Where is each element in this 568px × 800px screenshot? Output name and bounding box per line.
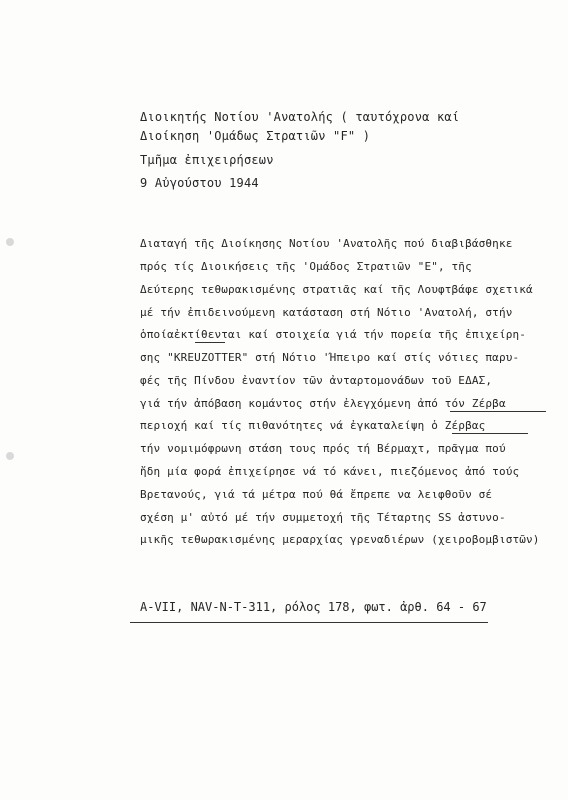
body-line: ἤδη μία φορά ἐπιχείρησε νά τό κάνει, πιεζόμενος ἀπό τούς — [140, 465, 520, 478]
header-date: 9 Αὐγούστου 1944 — [140, 176, 259, 190]
punch-hole-mark — [6, 238, 14, 246]
body-line: Διαταγή τῆς Διοίκησης Νοτίου 'Ανατολῆς πού διαβιβάσθηκε — [140, 237, 513, 250]
header-line-2: Διοίκηση 'Ομάδως Στρατιῶν "F" ) — [140, 129, 371, 143]
body-line: τήν νομιμόφρωνη στάση τους πρός τή Βέρμαχτ, πρᾶγμα πού — [140, 442, 506, 455]
handwritten-underline — [452, 433, 528, 434]
body-line: γιά τήν ἀπόβαση κομάντος στήν ἐλεγχόμενη ἀπό τόν Ζέρβα — [140, 397, 506, 410]
archive-reference: A-VII, NAV-N-T-311, ρόλος 178, φωτ. ἀρθ. 64 - 67 — [140, 600, 487, 614]
body-line: σχέση μ' αὐτό μέ τήν συμμετοχή τῆς Τέταρτης SS ἀστυνο- — [140, 511, 506, 524]
body-line: Βρετανούς, γιά τά μέτρα πού θά ἔπρεπε να λειφθοῦν σέ — [140, 488, 493, 501]
header-department: Τμῆμα ἐπιχειρήσεων — [140, 153, 274, 167]
body-line: Δεύτερης τεθωρακισμένης στρατιᾶς καί τῆς Λουφτβάφε σχετικά — [140, 283, 533, 296]
handwritten-underline — [450, 411, 546, 412]
header-line-1: Διοικητής Νοτίου 'Ανατολής ( ταυτόχρονα καί — [140, 110, 460, 124]
reference-underline — [130, 622, 488, 623]
body-line: ὁποίαἐκτίθενται καί στοιχεία γιά τήν πορεία τῆς ἐπιχείρη- — [140, 328, 527, 341]
body-line: μικῆς τεθωρακισμένης μεραρχίας γρεναδιέρων (χειροβομβιστῶν) — [140, 533, 540, 546]
punch-hole-mark — [6, 452, 14, 460]
body-line: σης "KREUZOTTER" στή Νότιο 'Ήπειρο καί στίς νότιες παρυ- — [140, 351, 520, 364]
body-line: περιοχή καί τίς πιθανότητες νά ἐγκαταλείψη ὁ Ζέρβας — [140, 419, 486, 432]
handwritten-underline — [195, 342, 225, 343]
body-line: μέ τήν ἐπιδεινούμενη κατάσταση στή Νότιο 'Ανατολή, στήν — [140, 306, 513, 319]
body-line: φές τῆς Πίνδου ἐναντίον τῶν ἀνταρτομονάδων τοῦ ΕΔΑΣ, — [140, 374, 493, 387]
body-line: πρός τίς Διοικήσεις τῆς 'Ομάδος Στρατιῶν "Ε", τῆς — [140, 260, 472, 273]
